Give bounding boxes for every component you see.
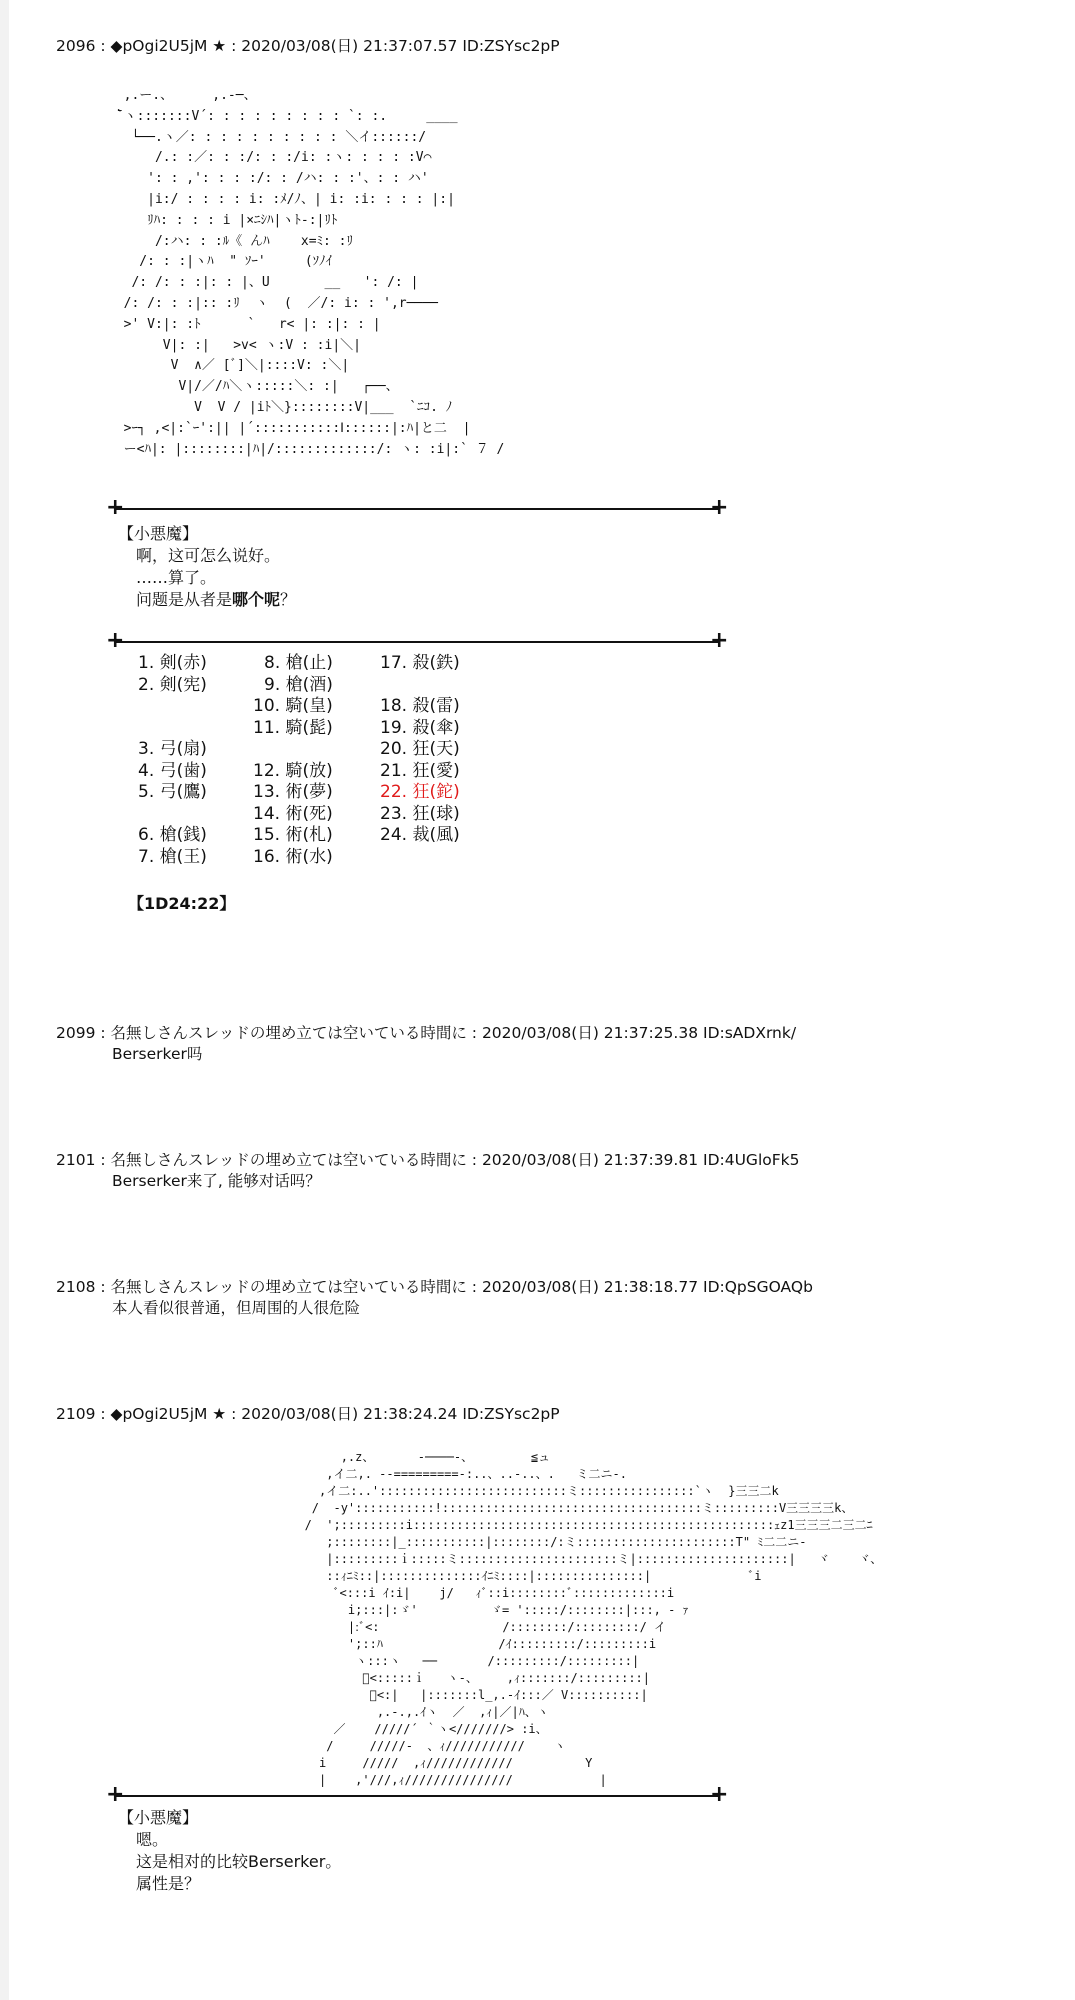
divider-cross-left: + (106, 495, 125, 520)
divider-line (115, 641, 720, 643)
servant-item: 5. 弓(鷹) (138, 782, 207, 802)
servant-item: 16. 術(水) (253, 846, 333, 867)
divider-line (115, 508, 720, 510)
servant-item: 14. 術(死) (253, 803, 333, 824)
dialogue-line: 啊，这可怎么说好。 (136, 546, 281, 565)
dialogue-line: 这是相对的比较Berserker。 (136, 1852, 342, 1871)
post-body-2101: Berserker来了, 能够对话吗？ (112, 1172, 321, 1190)
dialogue-line: 属性是？ (136, 1874, 201, 1893)
servant-item: 9. 槍(酒) (264, 674, 333, 695)
servant-item: 2. 剣(宪) (138, 674, 207, 695)
dialogue-line: 问题是从者是哪个呢？ (136, 590, 297, 609)
speaker-label: 【小悪魔】 (118, 524, 199, 543)
servant-item: 1. 剣(赤) (138, 653, 207, 673)
servant-item: 19. 殺(傘) (380, 717, 460, 738)
servant-item: 17. 殺(鉄) (380, 653, 460, 673)
post-header-2109: 2109 : ◆pOgi2U5jM ★ : 2020/03/08(日) 21:38:24.24 ID:ZSYsc2pP (56, 1405, 560, 1423)
servant-item: 12. 騎(放) (253, 760, 333, 781)
servant-item: 21. 狂(愛) (380, 760, 460, 781)
speaker-label: 【小悪魔】 (118, 1808, 199, 1827)
divider-cross-left: + (106, 628, 125, 653)
post-body-2108: 本人看似很普通，但周围的人很危险 (112, 1299, 361, 1317)
post-body-2099: Berserker吗 (112, 1045, 203, 1063)
servant-item: 20. 狂(天) (380, 739, 460, 759)
servant-item: 24. 裁(風) (380, 825, 460, 845)
servant-item: 18. 殺(雷) (380, 696, 460, 716)
divider-line (115, 1795, 720, 1797)
divider-cross-right: + (710, 628, 729, 653)
servant-item: 3. 弓(扇) (138, 739, 207, 759)
servant-item: 8. 槍(止) (264, 653, 333, 673)
servant-item: 10. 騎(皇) (253, 696, 333, 716)
left-gutter (0, 0, 9, 2000)
servant-item: 11. 騎(髭) (253, 717, 333, 738)
servant-item: 6. 槍(銭) (138, 825, 207, 845)
divider-cross-right: + (710, 495, 729, 520)
servant-item: 4. 弓(歯) (138, 760, 207, 781)
ascii-art-koakuma: ,.ー.、 ,.-─、 ̄`ヽ:::::::V´: : : : : : : : : `: :. ____ └──.ヽ／: : : : : : : : : : ＼イ::::::/ /.: :／: : :/: : :/i: :ヽ: : : : :V⌒ ': : ,': : : :/: : /ハ: : :'、: : ハ' |i:/ : : : : i: :ﾒ/ﾉ、| i: :i: : : : |:| ﾘﾊ: : : : i |×ﾆｼﾊ|ヽﾄ-:|ﾘﾄ /:ハ: : :ﾙ《 んﾊ x=ﾐ: :ﾘ /: : :|ヽﾊ " ｿｰ' (ｿﾉｲ /: /: : :|: : |、U __ ': /: | /: /: : :|:: :ﾘ ヽ ( ／/: i: : ',r──── >' V:|: :ﾄ ` r< |: :|: : | V|: :| >v< ヽ:V : :i|＼| V ∧／ [ﾞ]＼|::::V: :＼| V|/／/ﾊ＼ヽ:::::＼: :| ┌──、 V V / |iﾄ＼}::::::::V|___ `ﾆｺ. ﾉ >ｰ┐ ,<|:`ｰ':|| |´:::::::::::Ⅰ::::::|:ﾊ|と二 | ー<ﾊ|: |::::::::|ﾊ|/:::::::::::::/: ヽ: :i|:` ７ / (108, 88, 505, 457)
servant-item: 15. 術(札) (253, 825, 333, 845)
dialogue-line: 嗯。 (136, 1830, 169, 1849)
divider-cross-right: + (710, 1782, 729, 1807)
dialogue-line: ……算了。 (136, 568, 217, 587)
post-header-2108: 2108 : 名無しさんスレッドの埋め立ては空いている時間に : 2020/03/08(日) 21:38:18.77 ID:QpSGOAQb (56, 1278, 813, 1296)
ascii-art-berserker: ,.z、 -────-、 ≦ュ ,イ二,. -‐=========-:..、..-..、. ミ二ニ-. ,イ二:..'::::::::::::::::::::::::::ミ::::::::::::::::`ヽ }三三二k / -y':::::::::::!::::::::::::::::::::::::::::::::::::ミ:::::::::V三三三三k、 / ';:::::::::i::::::::::::::::::::::::::::::::::::::::::::::::::ｪz1三三三二三二ﾆ ;::::::::|_:::::::::::|::::::::/:ミ::::::::::::::::::::::T" ﾐ二二ニ- |:::::::::ｉ:::::ミ::::::::::::::::::::::ミ|:::::::::::::::::::::| ヾ ヾ、 ::ｨﾆﾐ::|::::::::::::::ｲﾆﾐ::::|:::::::::::::::| ﾞi ﾞ<:::i ｲ:i| j/ ｨﾞ::i::::::::ﾞ:::::::::::::i i;:::|:ゞ' ゞ= ':::::/::::::::|:::, - ｧ |:ﾞ<: /::::::::/:::::::::/ イ ';::ﾊ /ｲ:::::::::/:::::::::i ヽ:::ヽ ── /:::::::::/:::::::::| ﾞ<:::::ｉ ヽ‐、 ,ｨ:::::::/:::::::::| ﾞ<:| |:::::::l_,.‐ｲ:::／ V::::::::::| ,.-.,.ｲヽ ／ ,ｨ|／|ﾊ、ヽ ／ /////´ ｀ヽ<///////> :i、 / /////- 、ｨ/////////// ヽ i ///// ,ｨ//////////// Y | ,'///,ｨ/////////////// | (304, 1450, 883, 1787)
post-header-2101: 2101 : 名無しさんスレッドの埋め立ては空いている時間に : 2020/03/08(日) 21:37:39.81 ID:4UGloFk5 (56, 1151, 800, 1169)
servant-item: 13. 術(夢) (253, 782, 333, 802)
post-header-2099: 2099 : 名無しさんスレッドの埋め立ては空いている時間に : 2020/03/08(日) 21:37:25.38 ID:sADXrnk/ (56, 1024, 797, 1042)
dice-roll-result: 【1D24:22】 (128, 894, 236, 913)
servant-item: 7. 槍(王) (138, 846, 207, 867)
servant-item: 23. 狂(球) (380, 803, 460, 824)
post-header-2096: 2096 : ◆pOgi2U5jM ★ : 2020/03/08(日) 21:37:07.57 ID:ZSYsc2pP (56, 37, 560, 55)
divider-cross-left: + (106, 1782, 125, 1807)
servant-item-selected: 22. 狂(鉈) (380, 782, 460, 802)
